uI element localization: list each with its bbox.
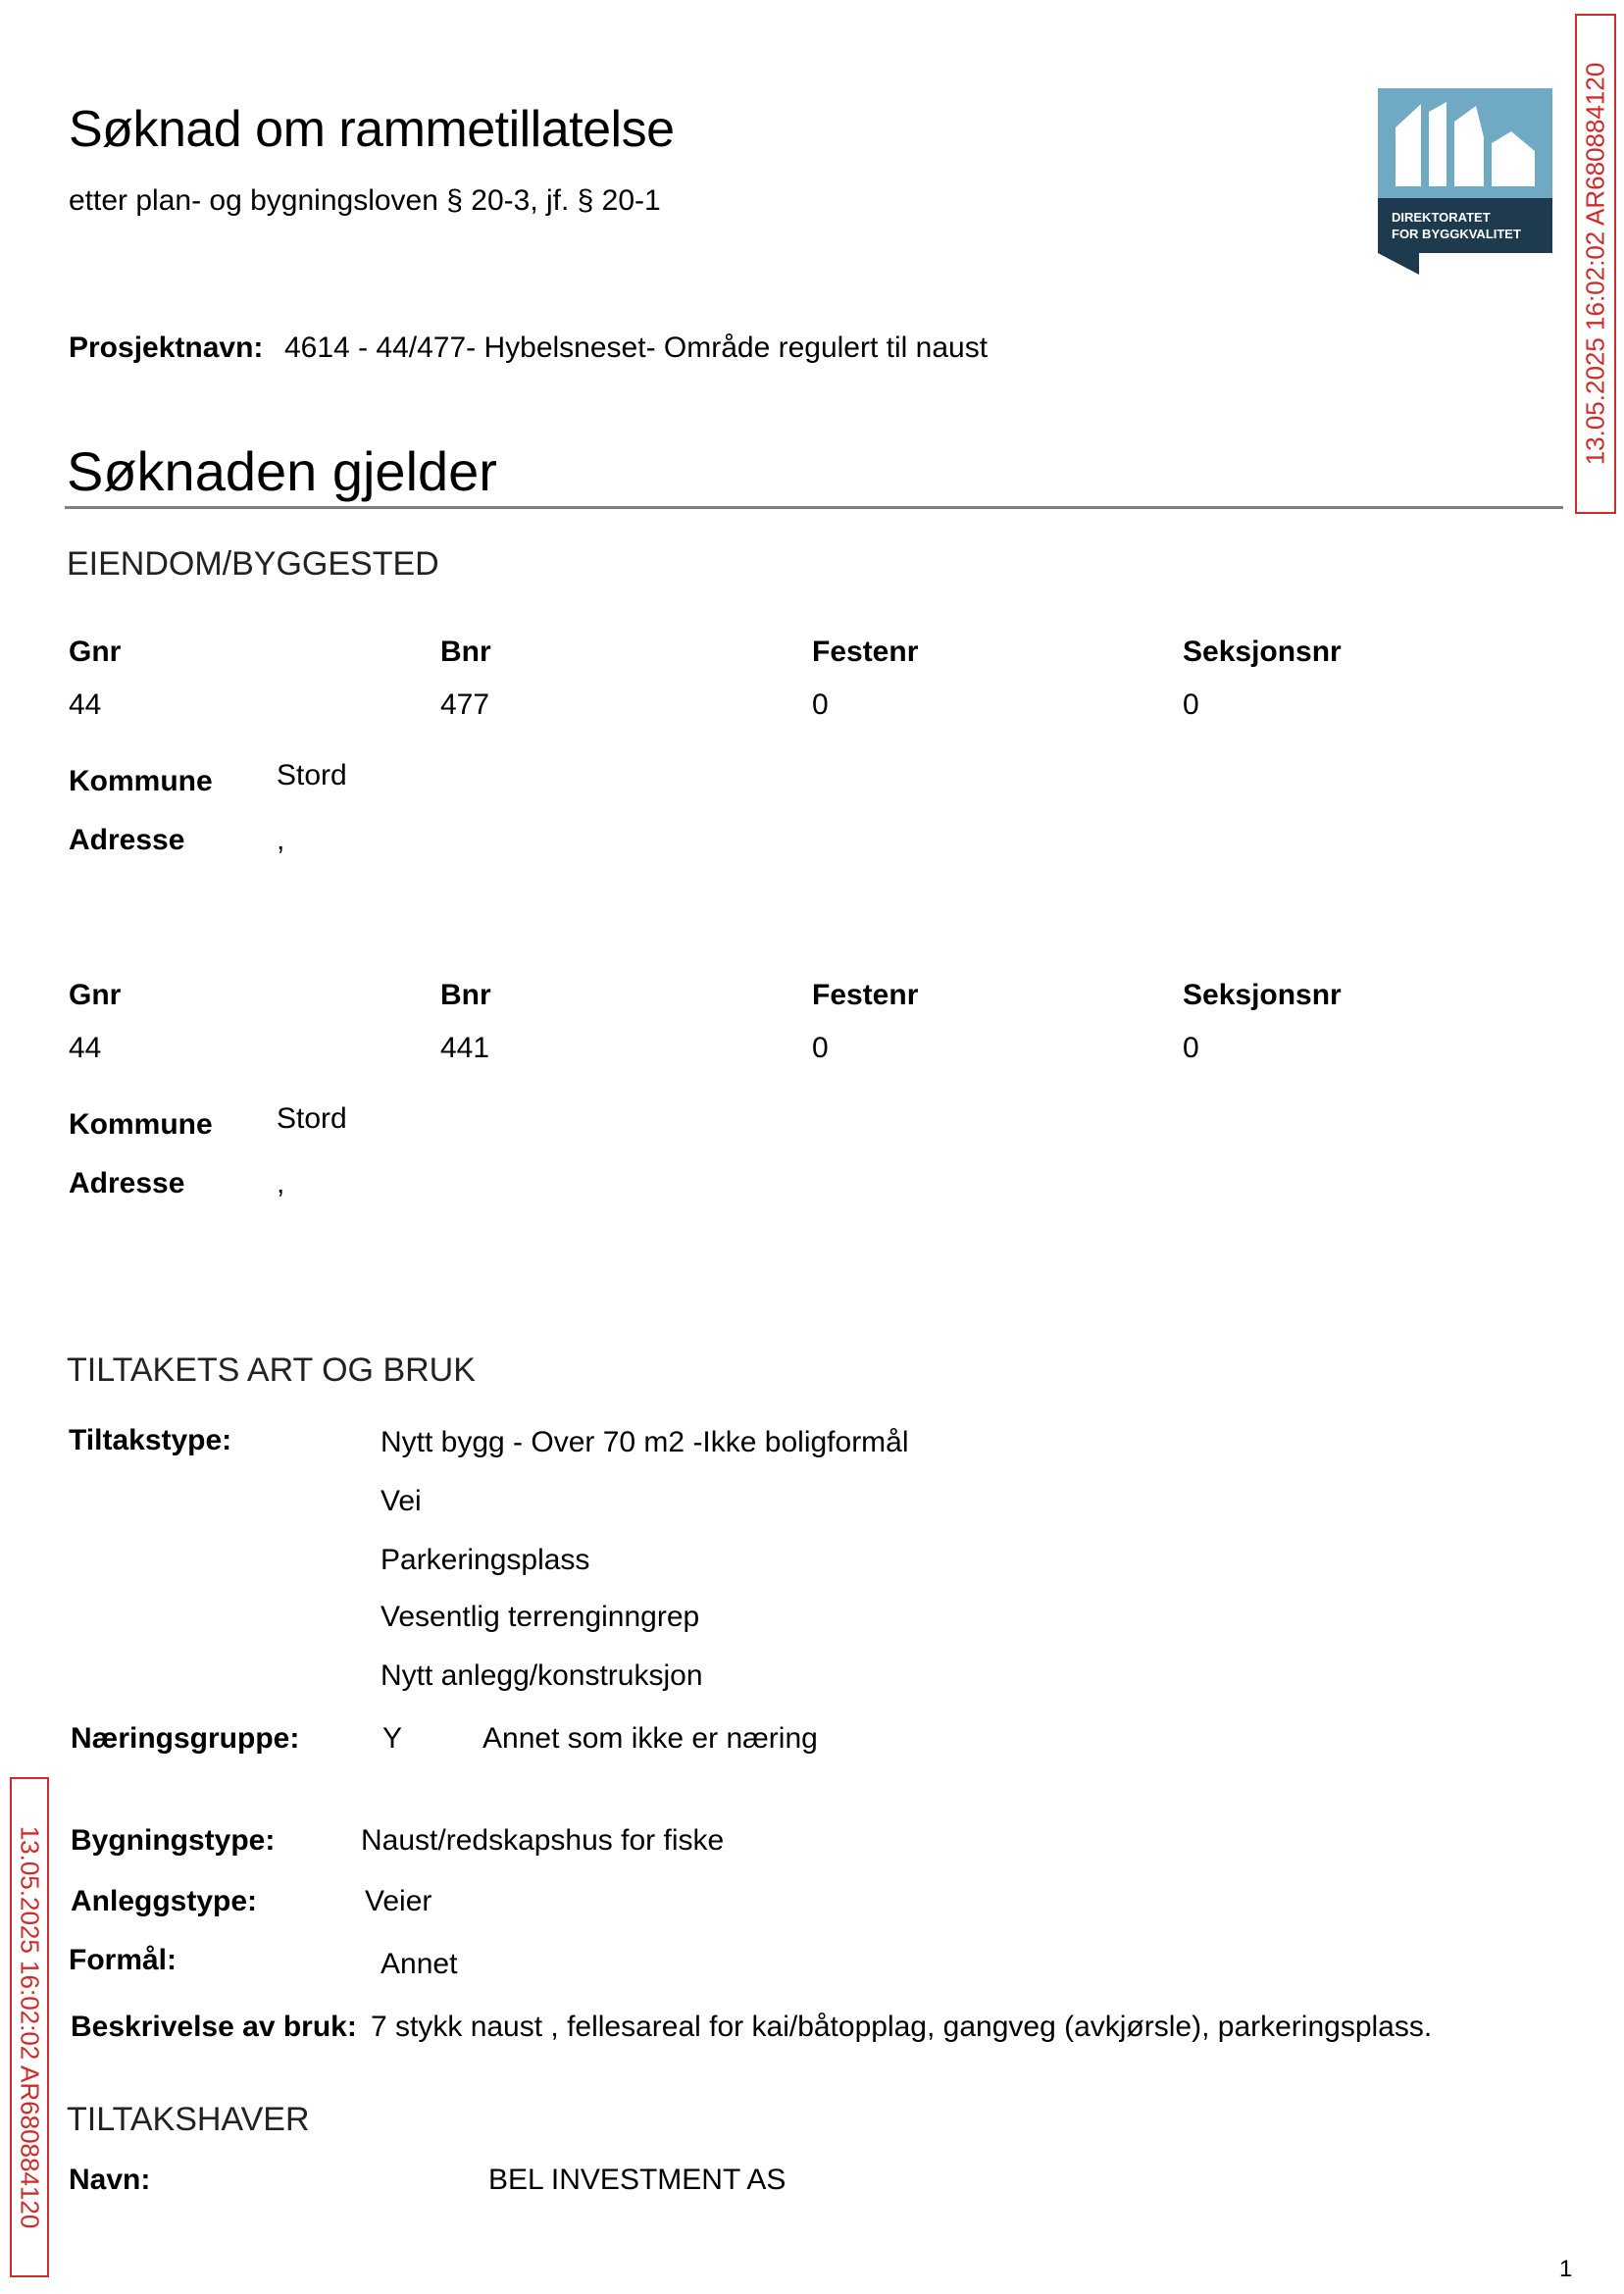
kommune-label: Kommune [69,765,213,797]
gnr-value: 44 [69,1032,102,1064]
adresse-label: Adresse [69,824,185,856]
stamp-text: 13.05.2025 16:02:02 AR680884120 [15,1825,45,2229]
navn-label: Navn: [69,2164,151,2196]
tiltakstype-item: Nytt bygg - Over 70 m2 -Ikke boligformål [381,1426,909,1458]
bnr-value: 477 [440,688,490,721]
adresse-label: Adresse [69,1167,185,1199]
kommune-value: Stord [277,1102,347,1135]
section-heading: Søknaden gjelder [67,440,497,502]
gnr-value: 44 [69,688,102,721]
naeringsgruppe-label: Næringsgruppe: [71,1722,300,1755]
naeringsgruppe-code: Y [382,1722,403,1755]
anleggstype-label: Anleggstype: [71,1885,258,1917]
col-bnr: Bnr [440,979,491,1011]
formal-label: Formål: [69,1944,178,1976]
adresse-value: , [277,1167,285,1199]
naeringsgruppe-value: Annet som ikke er næring [482,1722,818,1755]
col-seksjonsnr: Seksjonsnr [1183,979,1342,1011]
project-name-value: 4614 - 44/477- Hybelsneset- Område regulert til naust [284,331,989,364]
kommune-value: Stord [277,759,347,791]
page-number: 1 [1559,2256,1573,2282]
project-name-label: Prosjektnavn: [69,331,264,364]
tiltak-heading: TILTAKETS ART OG BRUK [67,1351,476,1389]
dibk-logo [1378,88,1552,275]
logo-text-2: FOR BYGGKVALITET [1392,227,1521,241]
col-bnr: Bnr [440,636,491,668]
tiltakstype-item: Nytt anlegg/konstruksjon [381,1659,703,1692]
page-title: Søknad om rammetillatelse [69,101,675,158]
logo-text-1: DIREKTORATET [1392,210,1491,225]
bygningstype-value: Naust/redskapshus for fiske [361,1824,725,1857]
seksjonsnr-value: 0 [1183,688,1199,721]
tiltakstype-item: Vei [381,1485,422,1517]
festenr-value: 0 [812,688,829,721]
bygningstype-label: Bygningstype: [71,1824,276,1857]
bnr-value: 441 [440,1032,490,1064]
col-gnr: Gnr [69,979,122,1011]
timestamp-stamp-right [1575,14,1616,514]
tiltakshaver-heading: TILTAKSHAVER [67,2101,310,2138]
beskrivelse-value: 7 stykk naust , fellesareal for kai/båtopplag, gangveg (avkjørsle), parkeringsplass. [371,2011,1433,2043]
festenr-value: 0 [812,1032,829,1064]
kommune-label: Kommune [69,1108,213,1141]
beskrivelse-label: Beskrivelse av bruk: [71,2011,357,2043]
tiltakstype-item: Vesentlig terrenginngrep [381,1601,700,1633]
navn-value: BEL INVESTMENT AS [488,2164,787,2196]
adresse-value: , [277,824,285,856]
anleggstype-value: Veier [365,1885,432,1917]
section-divider [65,506,1563,509]
formal-value: Annet [381,1948,458,1980]
page-subtitle: etter plan- og bygningsloven § 20-3, jf. § 20-1 [69,184,661,217]
tiltakstype-label: Tiltakstype: [69,1424,232,1456]
col-festenr: Festenr [812,979,919,1011]
col-gnr: Gnr [69,636,122,668]
tiltakstype-item: Parkeringsplass [381,1544,590,1576]
col-seksjonsnr: Seksjonsnr [1183,636,1342,668]
seksjonsnr-value: 0 [1183,1032,1199,1064]
col-festenr: Festenr [812,636,919,668]
timestamp-stamp-left [10,1777,49,2277]
property-heading: EIENDOM/BYGGESTED [67,545,439,583]
stamp-text: 13.05.2025 16:02:02 AR680884120 [1580,62,1610,466]
